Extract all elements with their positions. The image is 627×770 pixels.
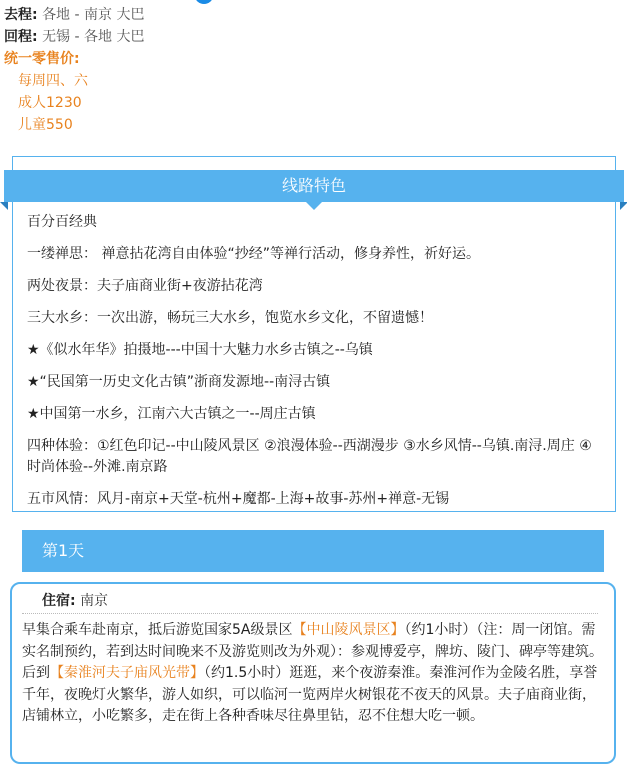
spot-zhongshanling: 【中山陵风景区】: [292, 622, 405, 638]
depart-label: 去程:: [4, 7, 38, 23]
depart-row: [4, 4, 144, 26]
feature-line: ★“民国第一历史文化古镇”浙商发源地--南浔古镇: [27, 374, 331, 390]
return-label: 回程:: [4, 29, 38, 45]
features-header: [4, 170, 624, 202]
desc-text: （约1.5小时）逛逛，来个夜游秦淮。秦淮河作为金陵名胜，享誉千年，夜晚灯火繁华，游人如织，可以临河一览两岸火树银花不夜天的风景。夫子庙商业街，店铺林立，小吃繁多，走在街上各种香味尽往鼻里钻，忍不住想大吃一顿。: [22, 665, 598, 724]
feature-line: ★中国第一水乡，江南六大古镇之一--周庄古镇: [27, 406, 316, 422]
depart-value: 各地 - 南京 大巴: [42, 7, 145, 23]
stay-label: 住宿:: [42, 593, 76, 609]
feature-line: 一缕禅思： 禅意拈花湾自由体验“抄经”等禅行活动，修身养性，祈好运。: [27, 246, 480, 262]
feature-line: 三大水乡：一次出游，畅玩三大水乡，饱览水乡文化，不留遗憾！: [27, 310, 433, 326]
day-1-tab: 第1天: [22, 530, 604, 572]
feature-line: ★《似水年华》拍摄地---中国十大魅力水乡古镇之--乌镇: [27, 342, 373, 358]
return-value: 无锡 - 各地 大巴: [42, 29, 145, 45]
feature-line: 百分百经典: [27, 214, 97, 230]
price-list: [18, 70, 144, 136]
price-days: 每周四、六: [18, 73, 88, 89]
feature-line: 四种体验：①红色印记--中山陵风景区 ②浪漫体验--西湖漫步 ③水乡风情--乌镇.南浔.周庄 ④时尚体验--外滩.南京路: [27, 438, 592, 475]
price-adult: 成人1230: [18, 95, 82, 111]
price-child: 儿童550: [18, 117, 73, 133]
price-title: 统一零售价:: [4, 51, 80, 67]
desc-text: （约1小时）（注：周一闭馆。需实名制预约，若到达时间晚来不及游览则改为外观）：参观博爱亭，牌坊、陵门、碑亭等建筑。后到: [22, 622, 603, 681]
desc-text: 早集合乘车赴南京，抵后游览国家5A级景区: [22, 622, 293, 638]
day-1-description: [22, 620, 604, 728]
features-list: [27, 212, 603, 521]
feature-line: 两处夜景：夫子庙商业街+夜游拈花湾: [27, 278, 263, 294]
return-row: [4, 26, 144, 48]
spot-qinhuai: 【秦淮河夫子庙风光带】: [50, 665, 204, 681]
trip-info: [4, 4, 144, 136]
accommodation: [22, 590, 598, 614]
features-title: 线路特色: [281, 176, 346, 195]
feature-line: 五市风情：风月-南京+天堂-杭州+魔都-上海+故事-苏州+禅意-无锡: [27, 491, 450, 507]
stay-value: 南京: [80, 593, 109, 609]
header-pointer: [306, 202, 322, 210]
decorative-dot: [195, 0, 213, 4]
